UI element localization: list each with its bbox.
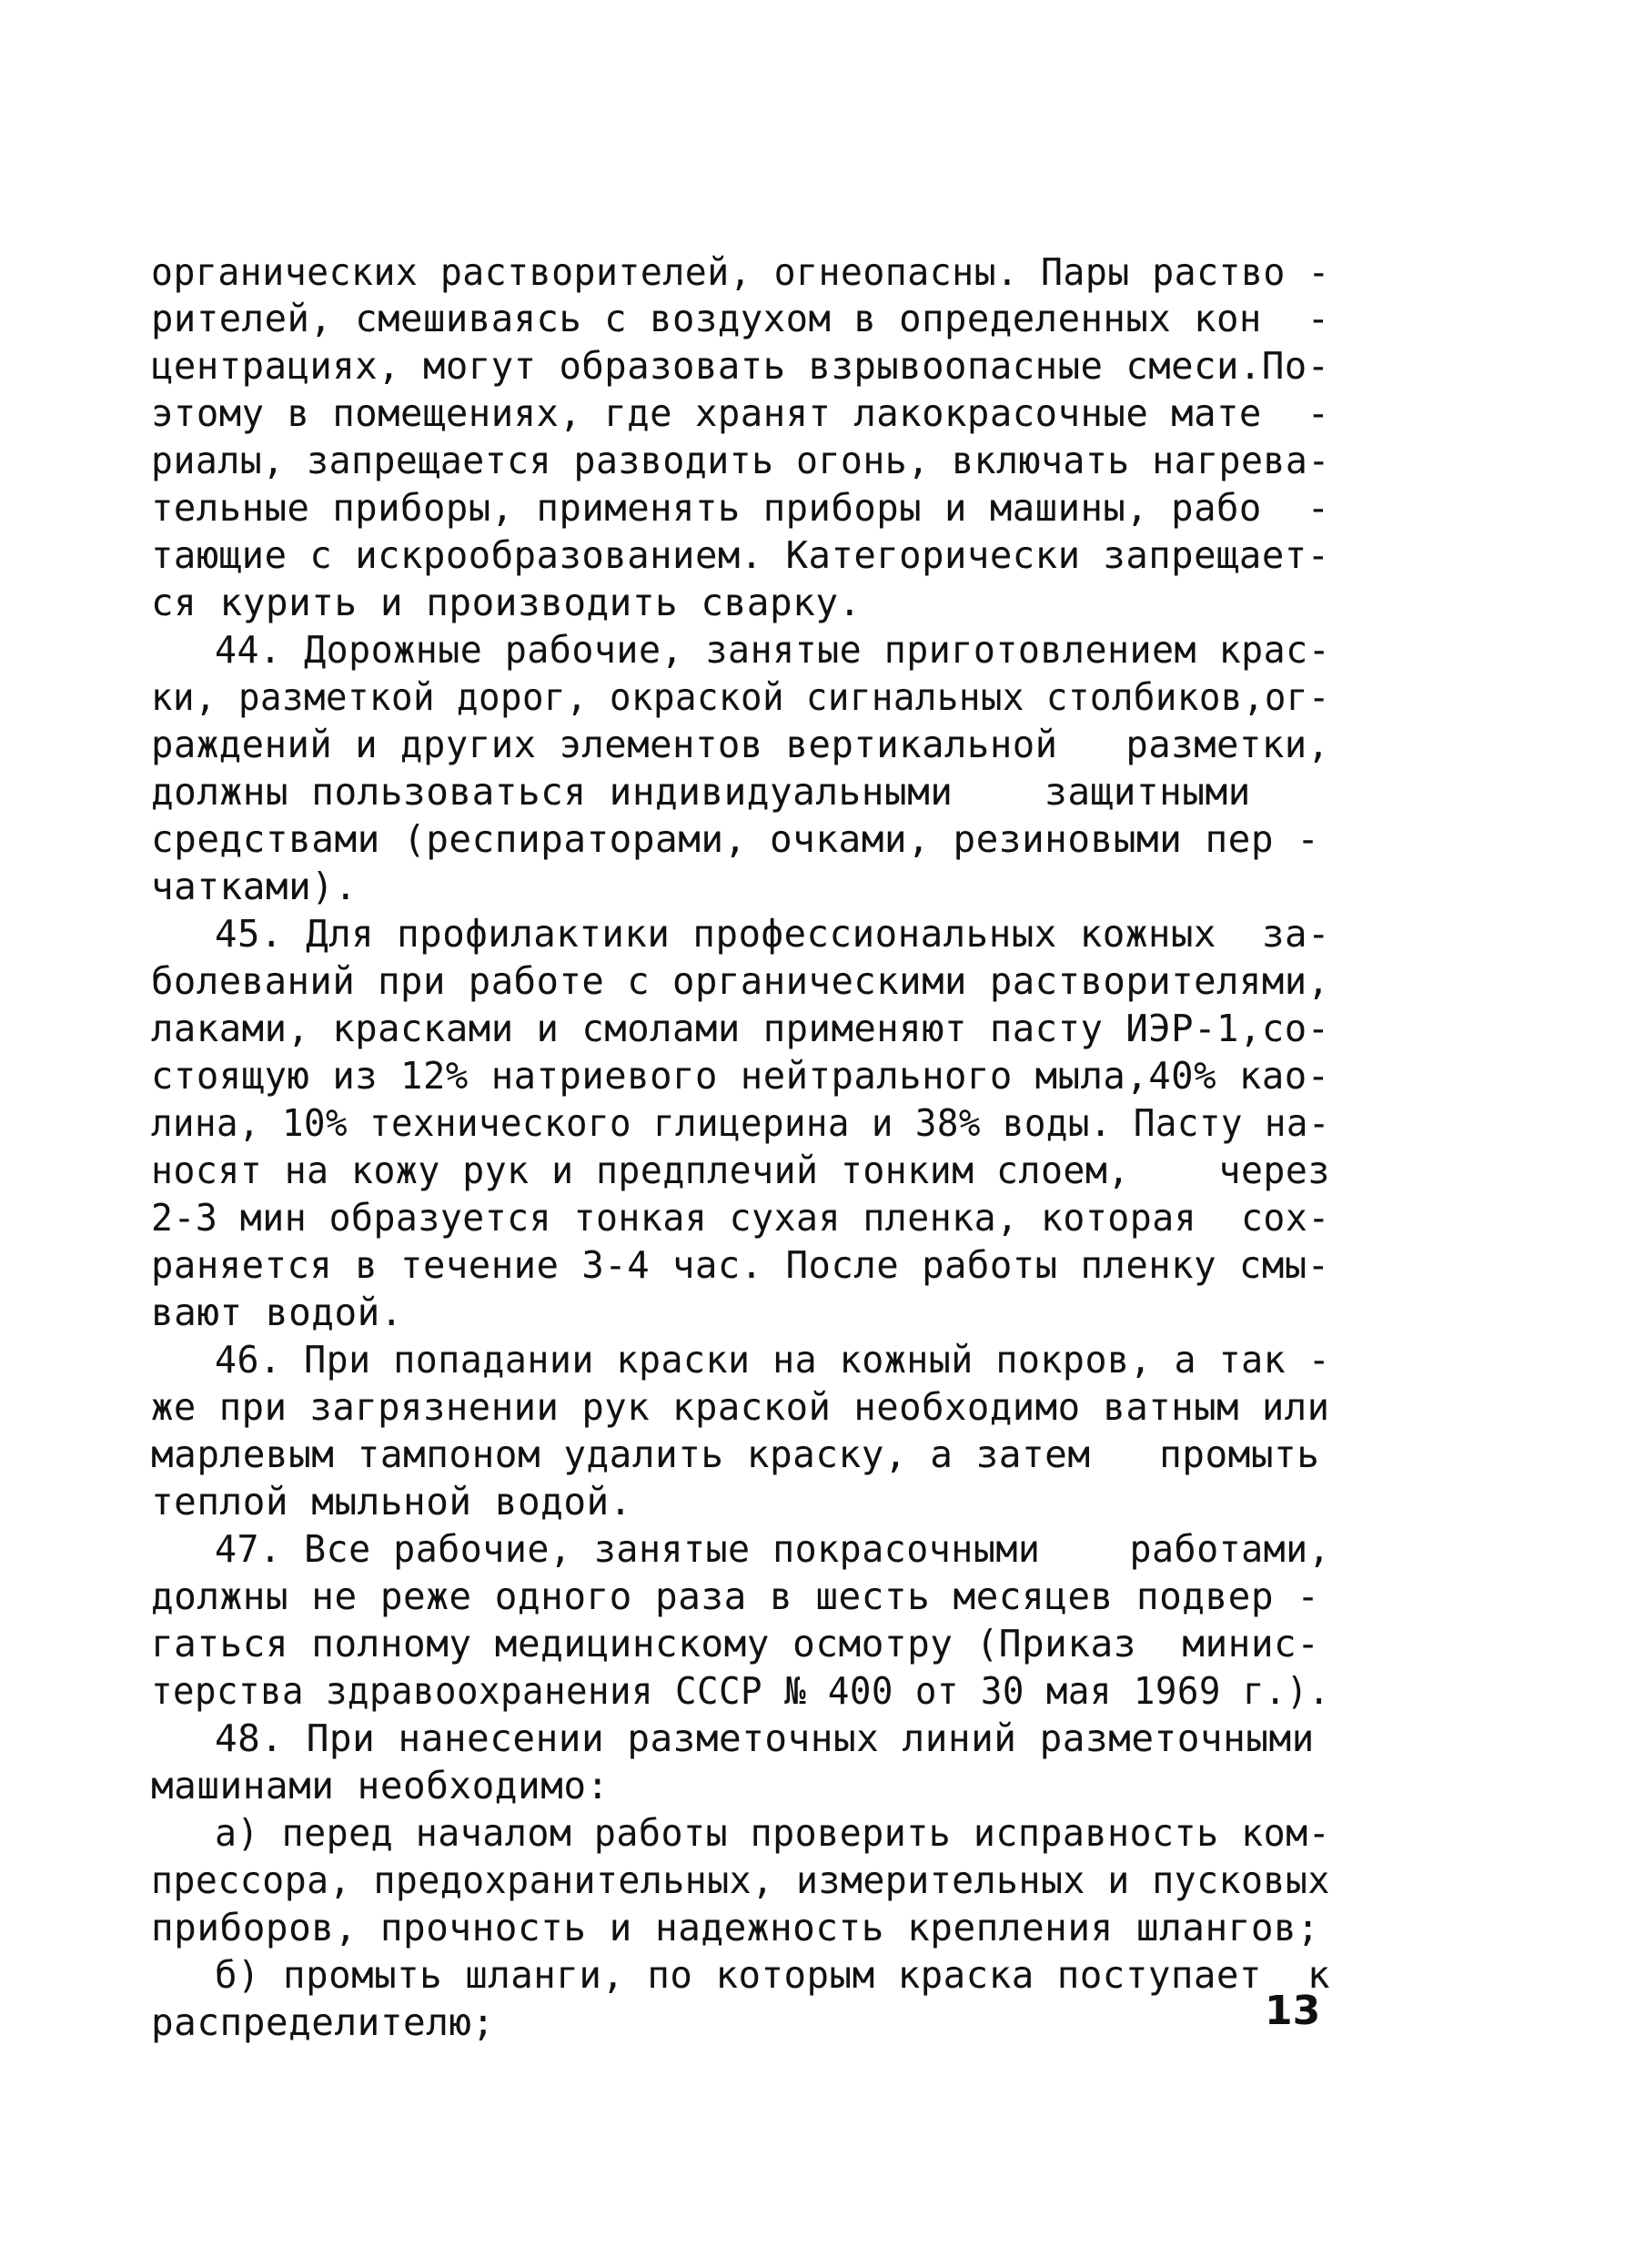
text-line: вают водой.: [151, 1291, 404, 1334]
text-line: приборов, прочность и надежность крепления шлангов;: [151, 1906, 1320, 1949]
text-line: должны пользоваться индивидуальными защитными: [151, 770, 1251, 814]
text-line: же при загрязнении рук краской необходимо ватным или: [151, 1385, 1330, 1429]
text-line: должны не реже одного раза в шесть месяцев подвер -: [151, 1574, 1320, 1618]
text-line: терства здравоохранения СССР № 400 от 30 мая 1969 г.).: [151, 1669, 1330, 1713]
text-line: тельные приборы, применять приборы и машины, рабо -: [151, 486, 1330, 530]
text-line: ся курить и производить сварку.: [151, 581, 862, 624]
text-line: гаться полному медицинскому осмотру (Приказ минис-: [151, 1622, 1320, 1666]
text-line: этому в помещениях, где хранят лакокрасочные мате -: [151, 391, 1330, 435]
text-line: лаками, красками и смолами применяют пасту ИЭР-1,со-: [151, 1007, 1330, 1050]
text-line: риалы, запрещается разводить огонь, включать нагрева-: [151, 439, 1330, 482]
text-line: органических растворителей, огнеопасны. Пары раство -: [151, 250, 1330, 294]
text-line: 2-3 мин образуется тонкая сухая пленка, которая сох-: [151, 1196, 1330, 1240]
text-line: носят на кожу рук и предплечий тонким слоем, через: [151, 1149, 1330, 1192]
paragraph-47-start: 47. Все рабочие, занятые покрасочными работами,: [215, 1527, 1331, 1571]
text-line: стоящую из 12% натриевого нейтрального мыла,40% као-: [151, 1054, 1330, 1098]
paragraph-46-start: 46. При попадании краски на кожный покров, а так -: [215, 1338, 1331, 1382]
text-line: ки, разметкой дорог, окраской сигнальных столбиков,ог-: [151, 675, 1330, 719]
paragraph-44-start: 44. Дорожные рабочие, занятые приготовлением крас-: [215, 628, 1331, 672]
text-line: рителей, смешиваясь с воздухом в определенных кон -: [151, 297, 1330, 340]
text-line: болеваний при работе с органическими растворителями,: [151, 959, 1330, 1003]
paragraph-45-start: 45. Для профилактики профессиональных кожных за-: [215, 912, 1331, 956]
list-item-b: б) промыть шланги, по которым краска поступает к: [215, 1953, 1331, 1997]
text-line: чатками).: [151, 865, 358, 908]
text-line: центрациях, могут образовать взрывоопасные смеси.По-: [151, 344, 1330, 388]
text-line: раждений и других элементов вертикальной разметки,: [151, 723, 1330, 766]
text-line: средствами (респираторами, очками, резиновыми пер -: [151, 817, 1320, 861]
text-line: тающие с искрообразованием. Категорически запрещает-: [151, 533, 1330, 577]
text-line: прессора, предохранительных, измерительных и пусковых: [151, 1858, 1330, 1902]
paragraph-48-start: 48. При нанесении разметочных линий разметочными: [215, 1716, 1315, 1760]
text-line: лина, 10% технического глицерина и 38% воды. Пасту на-: [151, 1101, 1330, 1145]
text-line: марлевым тампоном удалить краску, а затем промыть: [151, 1433, 1320, 1476]
text-line: раняется в течение 3-4 час. После работы пленку смы-: [151, 1243, 1330, 1287]
text-line: теплой мыльной водой.: [151, 1480, 632, 1524]
page-number: 13: [1265, 1988, 1321, 2034]
text-line: машинами необходимо:: [151, 1764, 610, 1807]
list-item-a: а) перед началом работы проверить исправность ком-: [215, 1811, 1331, 1855]
text-line: распределителю;: [151, 2000, 495, 2044]
